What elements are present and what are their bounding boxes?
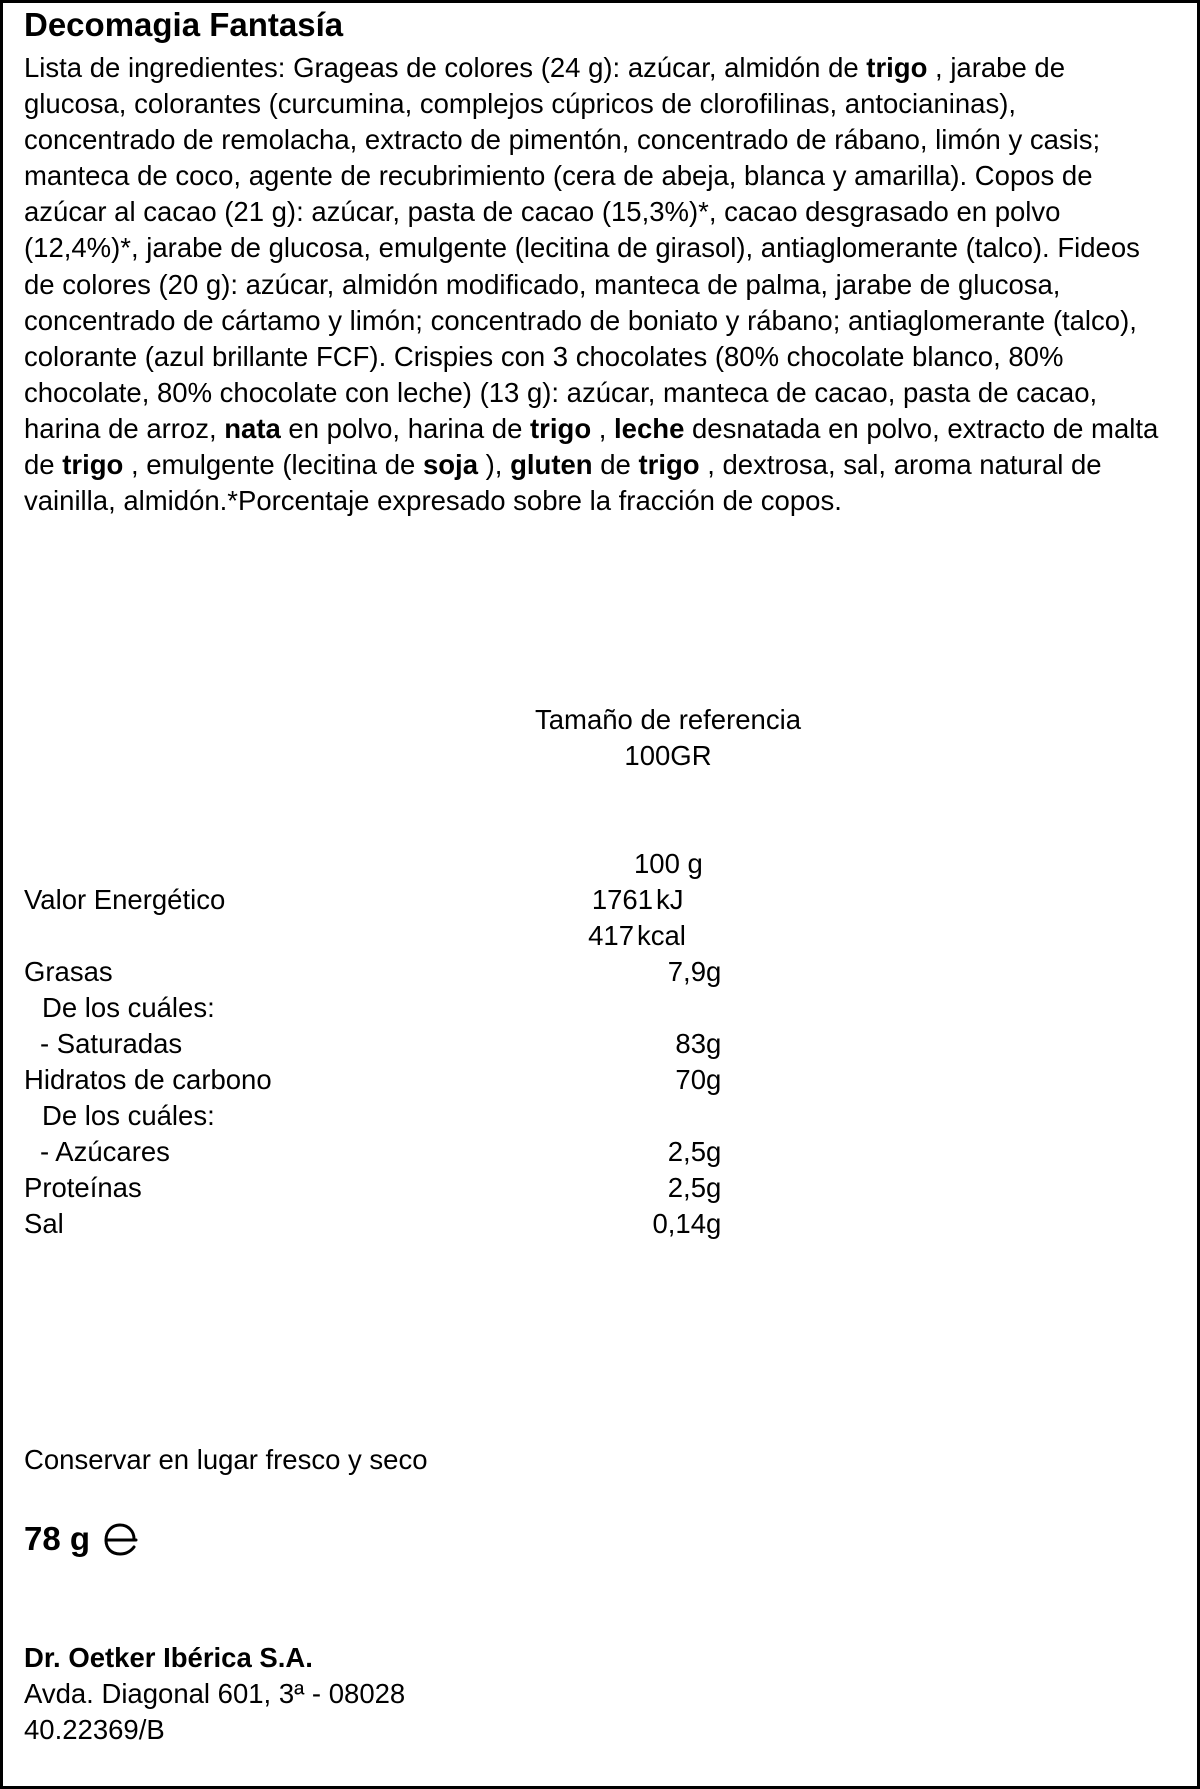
carbs-unit: g [706,1064,722,1095]
allergen-trigo: trigo [866,52,928,83]
salt-unit: g [706,1208,722,1239]
allergen-nata: nata [224,412,281,444]
energy-kcal-value: 417 [588,920,634,951]
energy-kj-value: 1761 [591,884,653,915]
ingredients-segment: ), [478,449,511,481]
allergen-trigo: trigo [638,449,700,481]
ingredients-segment: Lista de ingredientes: Grageas de colores (24 g): azúcar, almidón de [24,52,867,83]
storage-instructions: Conservar en lugar fresco y seco [24,1444,428,1475]
ingredients-segment: en polvo, harina de [280,412,531,444]
reference-size-label: Tamaño de referencia [535,704,801,735]
energy-label: Valor Energético [24,884,226,915]
allergen-gluten: gluten [510,449,593,481]
sugars-label: - Azúcares [40,1136,170,1167]
ingredients-segment: , [591,412,615,444]
sugars-value: 2,5 [667,1136,706,1167]
fat-label: Grasas [24,956,113,987]
sugars-unit: g [706,1136,722,1167]
salt-label: Sal [24,1208,64,1239]
e-mark-icon [100,1519,140,1559]
energy-kj-unit: kJ [656,884,684,915]
allergen-soja: soja [422,449,478,481]
nutrition-column-header: 100 g [634,848,703,879]
carbs-value: 70 [675,1064,706,1095]
allergen-trigo: trigo [530,412,592,444]
ingredients-list [24,50,1174,519]
saturates-unit: g [706,1028,722,1059]
fat-unit: g [706,956,722,987]
manufacturer-name: Dr. Oetker Ibérica S.A. [24,1642,313,1673]
ingredients-segment: , dextrosa, sal, aroma natural de vainilla, almidón.*Porcentaje expresado sobre la fracción de copos. [24,449,1102,517]
salt-value: 0,14 [652,1208,706,1239]
allergen-trigo: trigo [62,449,124,481]
fat-of-which-label: De los cuáles: [42,992,215,1023]
manufacturer-address: Avda. Diagonal 601, 3ª - 08028 [24,1678,406,1709]
protein-unit: g [706,1172,722,1203]
protein-value: 2,5 [667,1172,706,1203]
saturates-value: 83 [675,1028,706,1059]
ingredients-segment: de [592,449,639,481]
product-title: Decomagia Fantasía [24,6,344,43]
ingredients-segment: , jarabe de glucosa, colorantes (curcumina, complejos cúpricos de clorofilinas, antocianinas), concentrado de remolacha, extracto de pimentón, concentrado de rábano, limón y casis; manteca de coco, agente de recubrimiento (cera de abeja, blanca y amarilla). Copos de azúcar al cacao (21 g): azúcar, pasta de cacao (15,3%)*, cacao desgrasado en polvo (12,4%)*, jarabe de glucosa, emulgente (lecitina de girasol), antiaglomerante (talco). Fideos de colores (20 g): azúcar, almidón modificado, manteca de palma, jarabe de glucosa, concentrado de cártamo y limón; concentrado de boniato y rábano; antiaglomerante (talco), colorante (azul brillante FCF). Crispies con 3 chocolates (80% chocolate blanco, 80% chocolate, 80% chocolate con leche) (13 g): azúcar, manteca de cacao, pasta de cacao, harina de arroz, [24,52,1140,444]
fat-value: 7,9 [667,956,706,987]
net-weight: 78 g [24,1520,91,1557]
ingredients-segment: desnatada en polvo, extracto de malta de [24,412,1159,481]
carbs-of-which-label: De los cuáles: [42,1100,215,1131]
allergen-leche: leche [614,412,685,444]
ingredients-segment: , emulgente (lecitina de [123,449,423,481]
carbs-label: Hidratos de carbono [24,1064,272,1095]
energy-kcal-unit: kcal [637,920,686,951]
reference-size-value: 100GR [624,740,712,771]
saturates-label: - Saturadas [40,1028,183,1059]
protein-label: Proteínas [24,1172,142,1203]
manufacturer-code: 40.22369/B [24,1714,165,1745]
